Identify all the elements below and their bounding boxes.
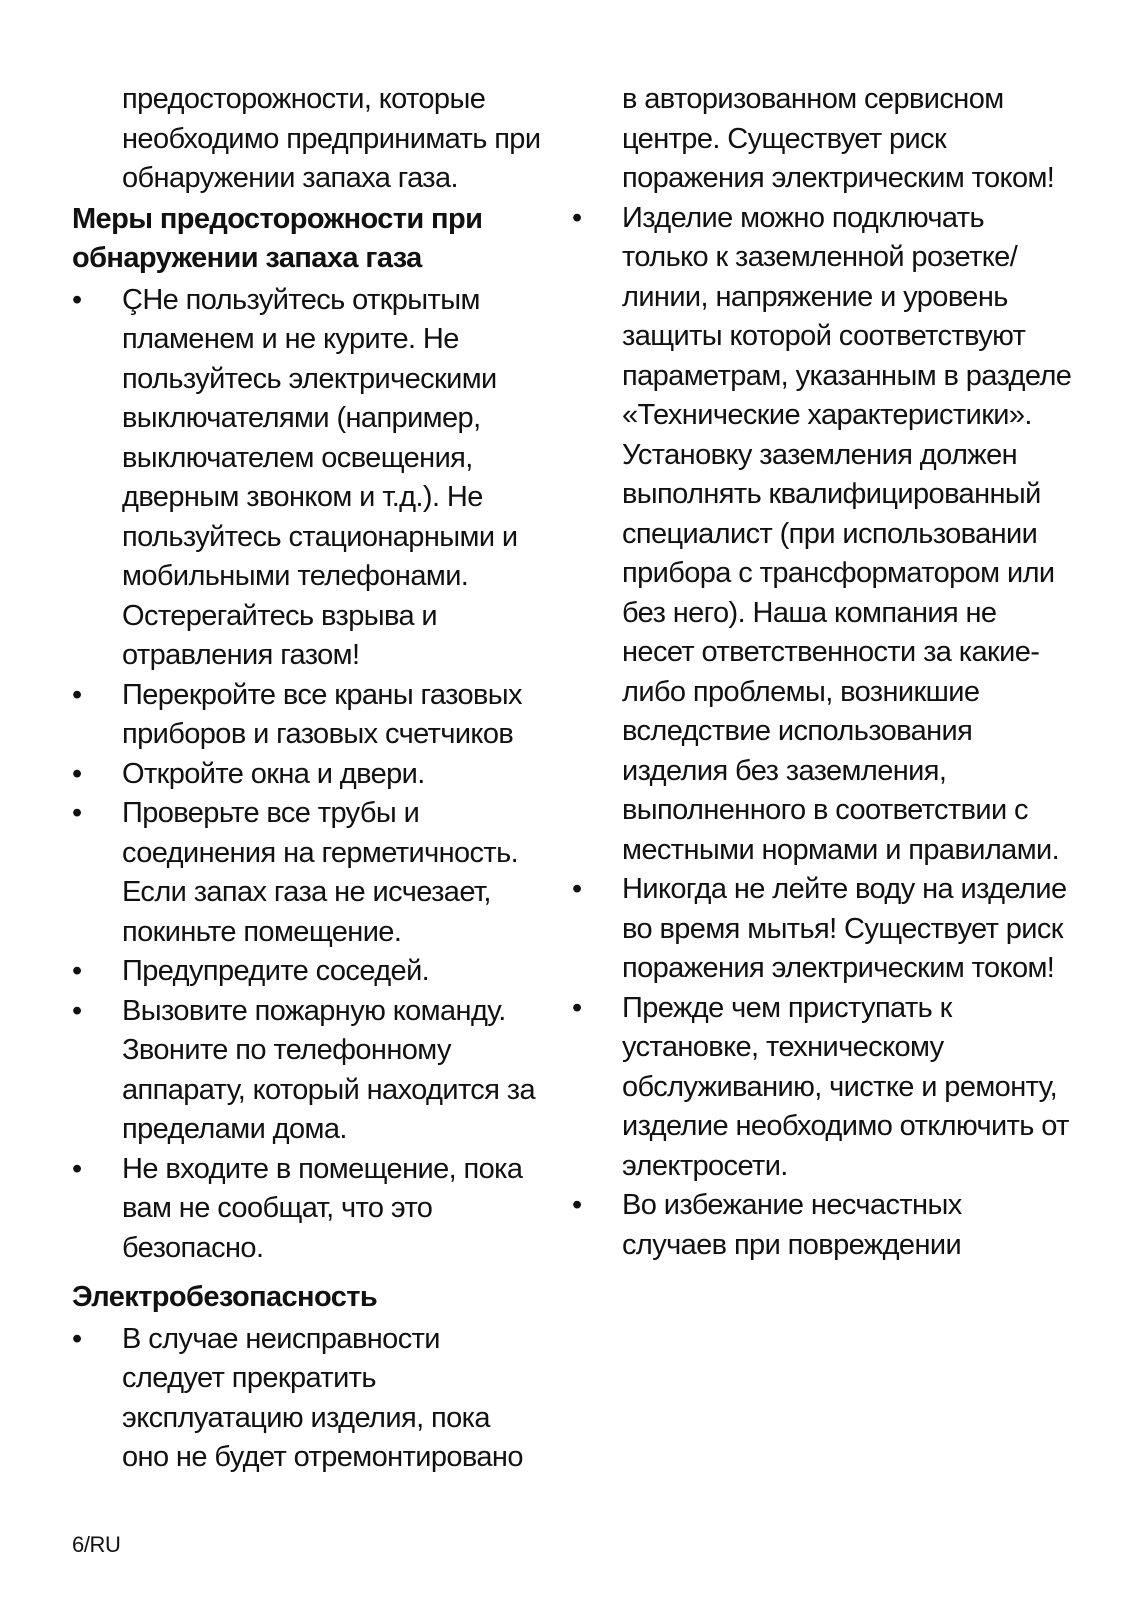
bullet-icon: •	[72, 757, 82, 790]
list-item: • В случае неисправности следует прекратить эксплуатацию изделия, пока оно не будет отремонтировано	[72, 1320, 542, 1478]
page-number: 6/RU	[72, 1532, 121, 1557]
list-item: • Перекройте все краны газовых приборов и газовых счетчиков	[72, 676, 542, 755]
bullet-icon: •	[572, 1189, 582, 1221]
right-column	[572, 80, 1072, 1265]
bullet-icon: •	[72, 1322, 82, 1355]
bullet-icon: •	[572, 991, 582, 1024]
bullet-icon: •	[72, 1152, 82, 1185]
list-item: • Вызовите пожарную команду. Звоните по телефонному аппарату, который находится за пределами дома.	[72, 992, 542, 1150]
section-heading-gas-smell: Меры предосторожности при обнаружении запаха газа	[72, 202, 483, 274]
bullet-icon: •	[72, 283, 82, 316]
list-item: • Предупредите соседей.	[72, 952, 542, 992]
list-item: • Проверьте все трубы и соединения на герметичность. Если запах газа не исчезает, покиньте помещение.	[72, 794, 542, 952]
list-item: • Изделие можно подключать только к заземленной розетке/линии, напряжение и уровень защиты которой соответствуют параметрам, указанным в разделе «Технические характеристики». Установку заземления должен выполнять квалифицированный специалист (при использовании прибора с трансформатором или без него). Наша компания не несет ответственности за какие-либо проблемы, возникшие вследствие использования изделия без заземления, выполненного в соответствии с местными нормами и правилами.	[572, 199, 1072, 871]
bullet-icon: •	[572, 201, 582, 234]
electrical-safety-list	[72, 1320, 542, 1478]
continuation-paragraph: в авторизованном сервисном центре. Существует риск поражения электрическим током!	[622, 83, 1055, 194]
list-item: • Не входите в помещение, пока вам не сообщат, что это безопасно.	[72, 1150, 542, 1269]
list-item: • Прежде чем приступать к установке, техническому обслуживанию, чистке и ремонту, изделие необходимо отключить от электросети.	[572, 989, 1072, 1187]
gas-precautions-list	[72, 281, 542, 1269]
intro-paragraph: предосторожности, которые необходимо предпринимать при обнаружении запаха газа.	[122, 83, 541, 194]
electrical-safety-list-continued	[572, 199, 1072, 1266]
list-item: • Во избежание несчастных случаев при повреждении	[572, 1186, 1072, 1265]
bullet-icon: •	[572, 873, 582, 905]
bullet-icon: •	[72, 994, 82, 1027]
bullet-icon: •	[72, 797, 82, 829]
list-item: • Никогда не лейте воду на изделие во время мытья! Существует риск поражения электрическим током!	[572, 870, 1072, 989]
list-item: • ÇНе пользуйтесь открытым пламенем и не курите. Не пользуйтесь электрическими выключателями (например, выключателем освещения, дверным звонком и т.д.). Не пользуйтесь стационарными и мобильными телефонами. Остерегайтесь взрыва и отравления газом!	[72, 281, 542, 676]
bullet-icon: •	[72, 955, 82, 987]
section-heading-electrical-safety: Электробезопасность	[72, 1281, 378, 1313]
bullet-icon: •	[72, 678, 82, 711]
left-column	[72, 80, 542, 1478]
list-item: • Откройте окна и двери.	[72, 755, 542, 795]
